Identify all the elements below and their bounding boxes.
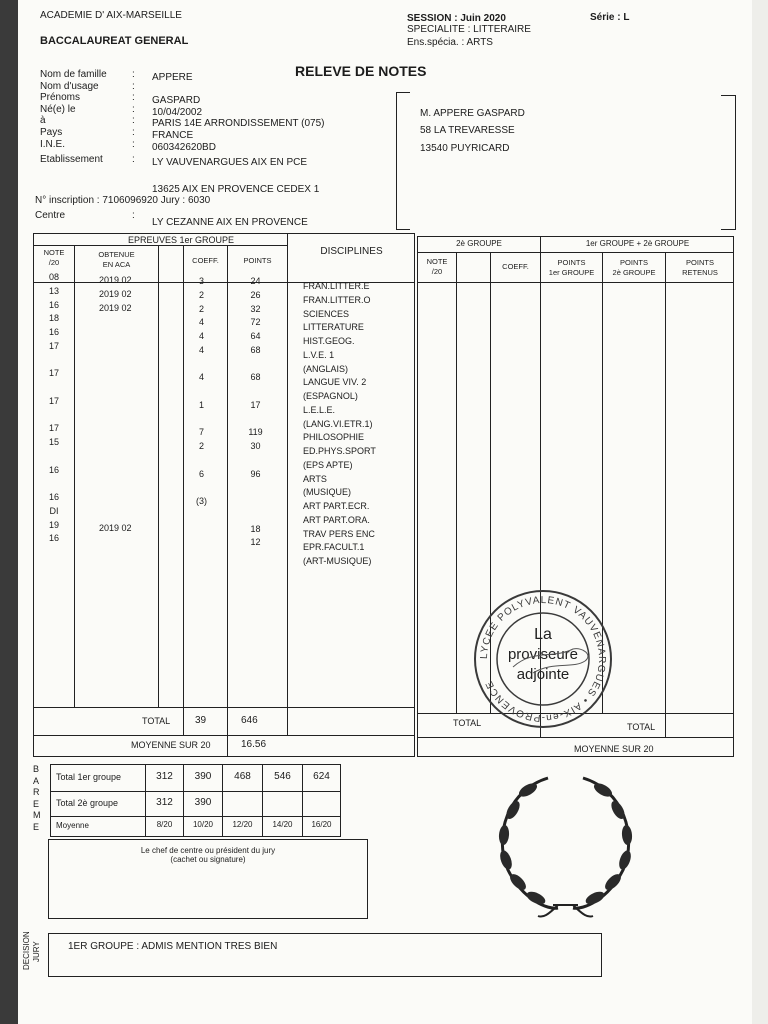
identity-label: Nom d'usage	[40, 80, 99, 92]
row-coeff: 2	[198, 303, 204, 314]
identity-label: Né(e) le	[40, 103, 76, 115]
col-note-1: NOTE	[43, 248, 65, 257]
col-coeff: COEFF.	[192, 256, 219, 265]
row-points: 119	[248, 427, 263, 438]
row-discipline: LITTERATURE	[303, 322, 364, 333]
row-points: 12	[250, 537, 261, 548]
row-note: 17	[48, 368, 59, 379]
identity-colon: :	[132, 138, 135, 150]
g2-total-label: TOTAL	[453, 718, 482, 728]
address-frame-bl	[396, 229, 410, 230]
bareme-row-label: Total 1er groupe	[56, 772, 122, 782]
rule-h3	[34, 707, 415, 708]
stamp-line-3: adjointe	[516, 666, 570, 683]
centre-label: Centre	[35, 210, 66, 221]
identity-value: GASPARD	[152, 95, 201, 107]
row-coeff: 4	[198, 344, 204, 355]
group12-title: 1er GROUPE + 2è GROUPE	[585, 239, 690, 248]
specialite-label: SPECIALITE : LITTERAIRE	[407, 24, 531, 35]
row-discipline: (EPS APTE)	[303, 459, 353, 470]
row-note: 16	[48, 533, 59, 544]
identity-value: PARIS 14E ARRONDISSEMENT (075)	[152, 118, 325, 130]
session-label: SESSION : Juin 2020	[407, 13, 506, 24]
bareme-letter: E	[33, 821, 40, 832]
rule-h4	[34, 735, 415, 736]
stamp-ring-text: LYCEE POLYVALENT VAUVENARGUES • AIX-en-PROVENCE	[478, 594, 608, 724]
row-points: 26	[250, 289, 261, 300]
g2-coeff: COEFF.	[502, 262, 529, 271]
school-stamp	[473, 589, 613, 729]
group2-title: 2è GROUPE	[456, 239, 502, 248]
identity-colon: :	[132, 127, 135, 138]
address-frame-right	[735, 95, 736, 230]
row-obtenue: 2019 02	[99, 275, 132, 285]
identity-label: Etablissement	[40, 154, 103, 166]
address-line-3: 13540 PUYRICARD	[420, 143, 510, 154]
bareme-cell: 390	[194, 797, 212, 808]
address-frame-left	[396, 92, 397, 230]
row-points: 68	[250, 372, 261, 383]
rule-rv1	[456, 252, 457, 713]
group1-title: EPREUVES 1er GROUPE	[127, 235, 235, 245]
g12-points2-b: 2è GROUPE	[612, 268, 656, 277]
identity-value: FRANCE	[152, 130, 194, 141]
row-discipline: ART PART.ECR.	[303, 501, 370, 511]
identity-label: I.N.E.	[40, 138, 66, 150]
bareme-cell: 12/20	[232, 820, 253, 829]
bareme-row-label: Total 2è groupe	[56, 798, 119, 808]
g12-points1-a: POINTS	[557, 258, 586, 267]
col-obtenue-2: EN ACA	[102, 260, 131, 269]
g2-note-1: NOTE	[426, 257, 448, 266]
row-note: 15	[48, 437, 59, 447]
page-title: RELEVE DE NOTES	[295, 63, 427, 79]
row-note: 19	[48, 519, 59, 530]
centre-colon: :	[132, 210, 135, 221]
row-coeff: 7	[198, 427, 204, 438]
row-note: 16	[48, 299, 59, 310]
decision-box	[48, 933, 602, 977]
row-note: 17	[48, 395, 59, 406]
col-disciplines: DISCIPLINES	[320, 246, 383, 257]
row-note: 16	[48, 327, 59, 337]
identity-value: 10/04/2002	[152, 106, 203, 118]
row-obtenue: 2019 02	[99, 302, 132, 313]
bareme-row-label: Moyenne	[56, 821, 89, 830]
row-discipline: EPR.FACULT.1	[303, 542, 365, 553]
identity-colon: :	[132, 154, 135, 166]
g12-points1-b: 1er GROUPE	[548, 268, 595, 277]
rule-rh1	[418, 252, 734, 253]
centre-value: LY CEZANNE AIX EN PROVENCE	[152, 217, 308, 228]
col-points: POINTS	[243, 256, 272, 265]
bareme-letter: R	[33, 787, 40, 797]
identity-value: LY VAUVENARGUES AIX EN PCE	[152, 157, 308, 169]
row-points: 30	[250, 441, 261, 451]
row-discipline: TRAV PERS ENC	[303, 528, 375, 539]
row-points: 18	[250, 523, 261, 534]
g12-points2-a: POINTS	[620, 258, 648, 267]
rule-v2	[158, 245, 159, 707]
row-discipline: (ANGLAIS)	[303, 363, 349, 374]
bareme-cell: 390	[194, 771, 212, 782]
row-points: 32	[250, 303, 261, 314]
g12-retenus-b: RETENUS	[682, 268, 718, 277]
laurel-wreath-emblem	[488, 760, 643, 920]
decision-side-2: JURY	[32, 941, 41, 962]
row-coeff: 1	[198, 399, 204, 410]
row-discipline: (LANG.VI.ETR.1)	[303, 418, 373, 429]
bareme-cell: 10/20	[192, 820, 214, 829]
exam-title: BACCALAUREAT GENERAL	[40, 35, 189, 47]
moyenne-label: MOYENNE SUR 20	[131, 740, 211, 750]
row-coeff: 3	[198, 276, 204, 286]
academie-label: ACADEMIE D' AIX-MARSEILLE	[40, 10, 182, 21]
total-coeff: 39	[195, 715, 207, 726]
row-discipline: HIST.GEOG.	[303, 336, 355, 346]
row-discipline: L.V.E. 1	[303, 349, 335, 360]
address-frame-br	[721, 229, 735, 230]
identity-label: Nom de famille	[40, 69, 107, 80]
row-discipline: L.E.L.E.	[303, 404, 336, 415]
row-points: 17	[250, 399, 261, 410]
rule-rh4	[418, 737, 734, 738]
bareme-cell: 16/20	[311, 820, 332, 829]
total-label: TOTAL	[142, 716, 171, 726]
bareme-cell: 312	[156, 797, 173, 808]
row-note: 16	[48, 492, 59, 502]
row-note: DI	[49, 505, 59, 516]
identity-colon: :	[132, 69, 135, 80]
identity-colon: :	[132, 80, 135, 92]
bareme-cell: 468	[234, 771, 251, 782]
row-discipline: (MUSIQUE)	[303, 487, 351, 498]
row-points: 24	[250, 276, 261, 286]
identity-colon: :	[132, 92, 135, 104]
row-coeff: 2	[198, 289, 204, 300]
address-line-1: M. APPERE GASPARD	[420, 108, 525, 119]
row-points: 64	[250, 331, 261, 341]
signature-line-1: Le chef de centre ou président du jury	[140, 846, 276, 855]
identity-value: 060342620BD	[152, 141, 216, 153]
address-frame-tl	[396, 92, 410, 93]
row-points: 96	[250, 468, 261, 479]
bareme-h1	[51, 791, 340, 792]
decision-side-1: DECISION	[22, 931, 31, 970]
row-coeff: 4	[198, 317, 204, 328]
moyenne-value: 16.56	[241, 739, 267, 750]
bareme-h2	[51, 816, 340, 817]
row-discipline: PHILOSOPHIE	[303, 432, 365, 443]
rule-v1	[74, 245, 75, 707]
identity-colon: :	[132, 115, 135, 127]
rule-rh2	[418, 282, 734, 283]
bareme-cell: 624	[313, 771, 330, 782]
rule-h1	[34, 245, 287, 246]
address-line-2: 58 LA TREVARESSE	[420, 125, 515, 136]
row-discipline: (ESPAGNOL)	[303, 391, 358, 401]
stamp-line-2: proviseure	[507, 646, 579, 663]
identity-colon: :	[132, 103, 135, 115]
row-note: 13	[48, 285, 59, 296]
row-coeff: 4	[198, 372, 204, 383]
bareme-cell: 14/20	[272, 820, 293, 829]
identity-label: Prénoms	[40, 92, 81, 104]
bareme-cell: 312	[156, 771, 173, 782]
signature-line-2: (cachet ou signature)	[170, 855, 246, 864]
g2-note-2: /20	[431, 267, 443, 276]
row-discipline: (ART-MUSIQUE)	[303, 556, 372, 566]
rule-rv5	[665, 252, 666, 737]
serie-label: Série : L	[590, 12, 630, 23]
grades-table-left	[33, 233, 415, 757]
g12-retenus-a: POINTS	[686, 258, 714, 267]
row-points: 68	[250, 344, 261, 355]
row-note: 08	[48, 272, 59, 282]
row-obtenue: 2019 02	[99, 288, 132, 299]
bareme-cell: 546	[274, 771, 291, 782]
row-discipline: FRAN.LITTER.O	[303, 294, 371, 305]
g12-total-label: TOTAL	[627, 722, 656, 732]
row-discipline: ARTS	[303, 473, 327, 484]
g12-moyenne-label: MOYENNE SUR 20	[574, 744, 654, 754]
col-note-2: /20	[48, 258, 60, 267]
col-obtenue-1: OBTENUE	[98, 250, 135, 259]
row-discipline: FRAN.LITTER.E	[303, 281, 370, 291]
rule-v5	[287, 234, 288, 735]
row-coeff: 2	[198, 441, 204, 451]
row-discipline: ED.PHYS.SPORT	[303, 446, 376, 456]
row-coeff: 4	[198, 331, 204, 341]
background-edge-left	[0, 0, 18, 1024]
row-discipline: LANGUE VIV. 2	[303, 377, 367, 388]
row-note: 17	[48, 423, 59, 434]
etab-address: 13625 AIX EN PROVENCE CEDEX 1	[152, 184, 320, 195]
identity-value: APPERE	[152, 72, 193, 83]
row-note: 16	[48, 464, 59, 475]
address-frame-tr	[721, 95, 735, 96]
bareme-letter: M	[33, 810, 41, 820]
bareme-letter: B	[33, 764, 40, 774]
decision-text: 1ER GROUPE : ADMIS MENTION TRES BIEN	[68, 941, 278, 952]
row-note: 18	[48, 313, 59, 324]
row-points: 72	[250, 317, 261, 328]
row-discipline: ART PART.ORA.	[303, 514, 370, 525]
row-obtenue: 2019 02	[99, 522, 132, 533]
bareme-cell: 8/20	[156, 820, 173, 829]
bareme-letter: A	[33, 775, 40, 786]
bareme-letter: E	[33, 798, 40, 809]
row-discipline: SCIENCES	[303, 308, 350, 319]
row-note: 17	[48, 340, 59, 351]
inscription-line: N° inscription : 7106096920 Jury : 6030	[35, 195, 211, 206]
stamp-line-1: La	[534, 626, 552, 643]
row-coeff: (3)	[196, 496, 207, 506]
ens-specia-label: Ens.spécia. : ARTS	[407, 37, 493, 48]
total-points: 646	[241, 715, 258, 726]
background-edge-right	[752, 0, 768, 1024]
identity-label: Pays	[40, 127, 63, 138]
row-coeff: 6	[198, 468, 204, 479]
identity-label: à	[40, 115, 46, 127]
